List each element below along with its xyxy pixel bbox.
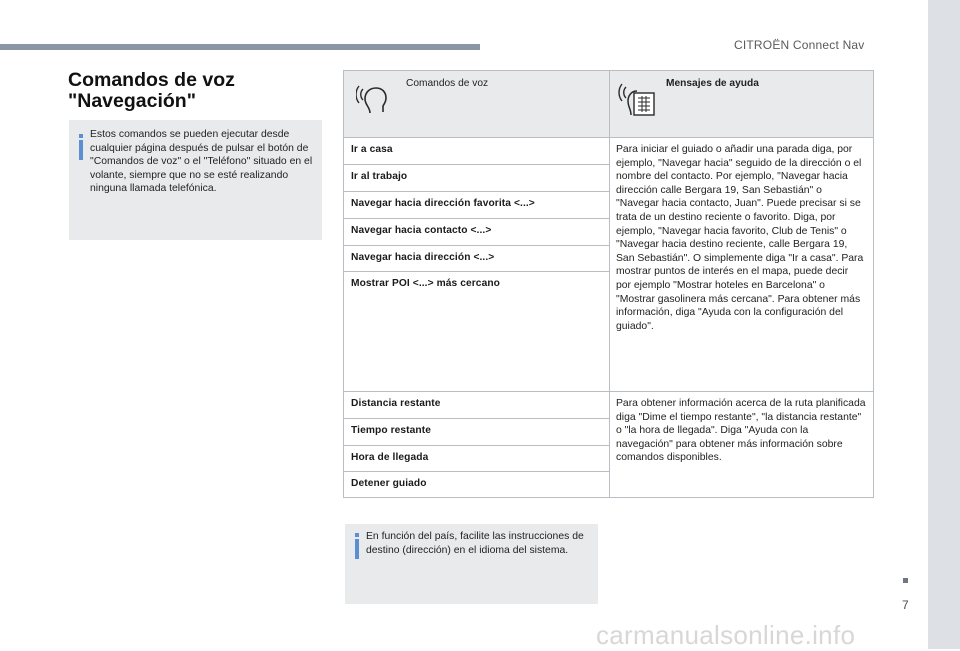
header-rule [0, 44, 480, 50]
page-marker [903, 578, 908, 583]
column-divider [609, 71, 610, 497]
command-hora-llegada: Hora de llegada [351, 452, 429, 463]
row-divider [344, 245, 609, 246]
help-text-route-info: Para obtener información acerca de la ruta planificada diga "Dime el tiempo restante", "la distancia restante" o "la hora de llegada". Diga "Ayuda con la navegación" para obtener más información sobre comandos disponibles. [616, 398, 866, 464]
info-note-top [69, 120, 322, 240]
row-divider [344, 271, 609, 272]
page-title [68, 70, 328, 112]
command-mostrar-poi: Mostrar POI <...> más cercano [351, 278, 500, 289]
info-bar [355, 539, 359, 559]
info-icon [79, 134, 83, 138]
brand-label: CITROËN Connect Nav [734, 38, 865, 52]
page-number: 7 [902, 598, 909, 612]
side-strip [928, 0, 960, 649]
header-commands-label: Comandos de voz [406, 78, 489, 89]
row-divider [344, 191, 609, 192]
info-note-bottom [345, 524, 598, 604]
info-icon [355, 533, 359, 537]
info-bar [79, 140, 83, 160]
row-divider [344, 218, 609, 219]
voice-command-icon [356, 83, 390, 122]
table-header-help [609, 71, 873, 137]
watermark: carmanualsonline.info [596, 620, 856, 650]
voice-help-icon [617, 81, 657, 126]
row-divider [344, 418, 609, 419]
command-ir-a-casa: Ir a casa [351, 144, 393, 155]
title-line-2: "Navegación" [68, 90, 196, 112]
title-line-1: Comandos de voz [68, 69, 235, 91]
info-note-text: Estos comandos se pueden ejecutar desde cualquier página después de pulsar el botón de "Comandos de voz" o el "Teléfono" situado en el volante, siempre que no se esté realizando ninguna llamada telefónica. [90, 129, 313, 195]
help-text-navigation: Para iniciar el guiado o añadir una parada diga, por ejemplo, "Navegar hacia" seguido de la dirección o el nombre del contacto. Por ejemplo, "Navegar hacia dirección calle Bergara 19, San Sebastián" o "Navegar hacia contacto, Juan". Puede precisar si se trata de un destino reciente o favorito. Diga, por ejemplo, "Navegar hacia favorito, Club de Tenis" o "Navegar hacia destino reciente, calle Bergara 19, San Sebastián". O simplemente diga "Ir a casa". Para mostrar puntos de interés en el mapa, puede decir por ejemplo "Mostrar hoteles en Barcelona" o "Mostrar gasolinera más cercana". Para obtener más información, diga "Ayuda con la configuración del guiado". [616, 144, 864, 332]
group-divider [344, 391, 873, 392]
command-tiempo-restante: Tiempo restante [351, 425, 432, 436]
command-distancia-restante: Distancia restante [351, 398, 441, 409]
command-detener-guiado: Detener guiado [351, 478, 427, 489]
header-help-label: Mensajes de ayuda [666, 78, 759, 89]
row-divider [344, 445, 609, 446]
info-note-text: En función del país, facilite las instrucciones de destino (dirección) en el idioma del sistema. [366, 531, 584, 556]
voice-commands-table [343, 70, 874, 498]
row-divider [344, 164, 609, 165]
table-header-commands [344, 71, 609, 137]
row-divider [344, 471, 609, 472]
command-direccion-favorita: Navegar hacia dirección favorita <...> [351, 198, 535, 209]
command-contacto: Navegar hacia contacto <...> [351, 225, 492, 236]
command-direccion: Navegar hacia dirección <...> [351, 252, 495, 263]
command-ir-al-trabajo: Ir al trabajo [351, 171, 408, 182]
